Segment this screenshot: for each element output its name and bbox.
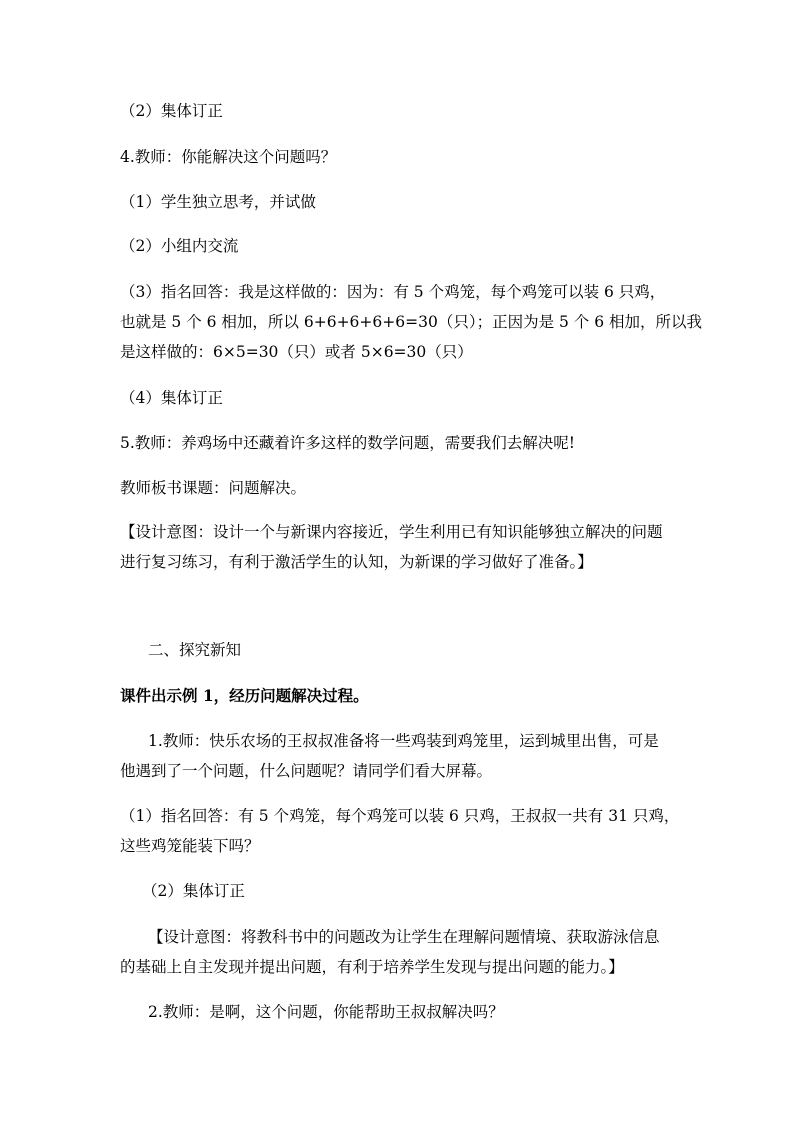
text-line-10: 教师板书课题：问题解决。 [120, 479, 307, 497]
text-line-19: （2）集体订正 [142, 882, 245, 900]
text-line-2: 4.教师：你能解决这个问题吗？ [120, 148, 337, 166]
text-line-12: 进行复习练习，有利于激活学生的认知，为新课的学习做好了准备。】 [120, 553, 593, 571]
text-line-7: 是这样做的：6×5=30（只）或者 5×6=30（只） [120, 343, 473, 361]
text-line-20: 【设计意图：将教科书中的问题改为让学生在理解问题情境、获取游泳信息 [148, 928, 660, 946]
text-line-22: 2.教师：是啊，这个问题，你能帮助王叔叔解决吗？ [148, 1003, 504, 1021]
text-line-15: 1.教师：快乐农场的王叔叔准备将一些鸡装到鸡笼里，运到城里出售，可是 [148, 732, 659, 750]
text-line-17: （1）指名回答：有 5 个鸡笼，每个鸡笼可以装 6 只鸡，王叔叔一共有 31 只鸡， [120, 807, 680, 825]
text-line-3: （1）学生独立思考，并试做 [120, 193, 316, 211]
text-line-18: 这些鸡笼能装下吗？ [120, 837, 260, 855]
bold-subheading: 课件出示例 1，经历问题解决过程。 [120, 686, 369, 705]
text-line-4: （2）小组内交流 [120, 237, 239, 255]
section-heading: 二、探究新知 [148, 641, 242, 659]
text-line-16: 他遇到了一个问题，什么问题呢？请同学们看大屏幕。 [120, 762, 493, 780]
text-line-1: （2）集体订正 [120, 102, 223, 120]
text-line-11: 【设计意图：设计一个与新课内容接近，学生利用已有知识能够独立解决的问题 [120, 523, 663, 541]
text-line-8: （4）集体订正 [120, 389, 223, 407]
text-line-5: （3）指名回答：我是这样做的：因为：有 5 个鸡笼，每个鸡笼可以装 6 只鸡， [120, 283, 666, 301]
text-line-9: 5.教师：养鸡场中还藏着许多这样的数学问题，需要我们去解决呢! [120, 434, 576, 452]
text-line-21: 的基础上自主发现并提出问题，有利于培养学生发现与提出问题的能力。】 [120, 958, 624, 976]
text-line-6: 也就是 5 个 6 相加，所以 6+6+6+6+6=30（只）；正因为是 5 个 6 相加，所以我 [120, 313, 703, 331]
